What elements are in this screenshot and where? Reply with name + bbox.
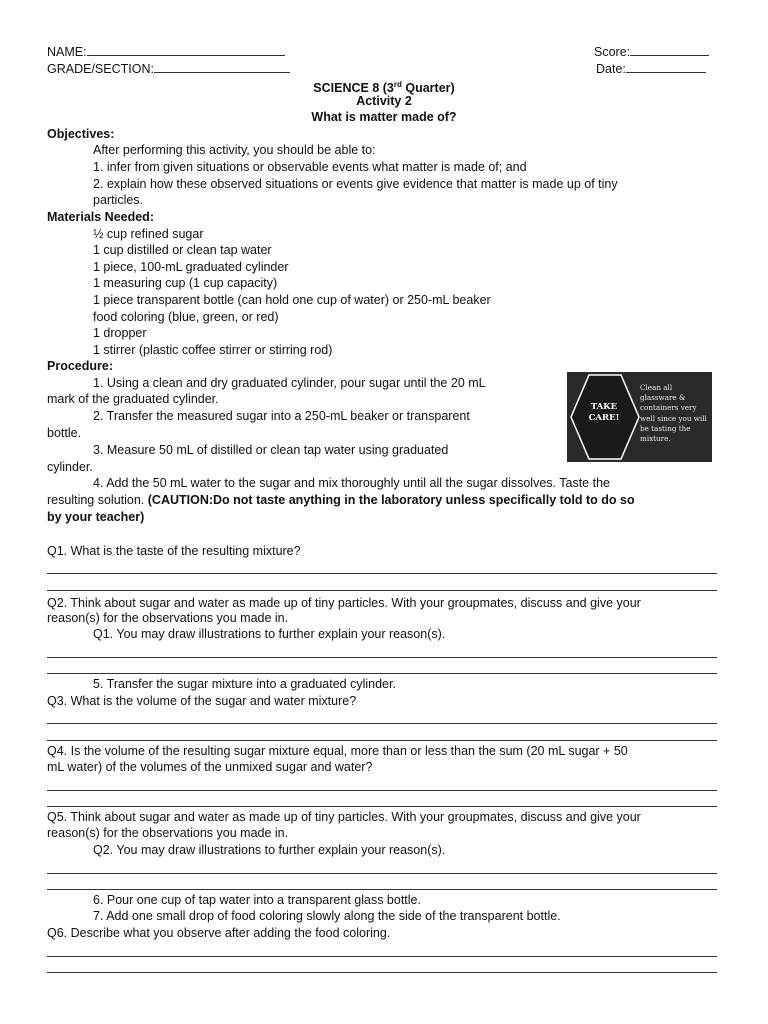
question-q5-cont: reason(s) for the observations you made in. [47, 826, 289, 840]
material-item: 1 measuring cup (1 cup capacity) [93, 276, 278, 290]
question-q1: Q1. What is the taste of the resulting mixture? [47, 544, 301, 558]
question-q5-sub: Q2. You may draw illustrations to further explain your reason(s). [93, 843, 446, 857]
activity-question: What is matter made of? [311, 110, 457, 124]
procedure-heading: Procedure: [47, 359, 113, 373]
question-q2-sub: Q1. You may draw illustrations to further explain your reason(s). [93, 627, 446, 641]
procedure-step-6: 6. Pour one cup of tap water into a transparent glass bottle. [93, 893, 421, 907]
take-care-text: Clean all glassware & containers very well since you will be tasting the mixture. [640, 383, 707, 444]
take-care-title [575, 402, 633, 424]
grade-section-blank[interactable] [154, 61, 290, 73]
answer-line[interactable] [47, 573, 717, 574]
question-q2-cont: reason(s) for the observations you made in. [47, 611, 289, 625]
caution-text: (CAUTION:Do not taste anything in the laboratory unless specifically told to do so [147, 493, 635, 507]
objective-2-cont: particles. [93, 193, 144, 207]
answer-line[interactable] [47, 790, 717, 791]
procedure-step-1-cont: mark of the graduated cylinder. [47, 392, 219, 406]
objectives-intro: After performing this activity, you should be able to: [93, 143, 376, 157]
take-care-title-line-1: TAKE [590, 402, 618, 412]
procedure-step-2: 2. Transfer the measured sugar into a 250-mL beaker or transparent [93, 409, 470, 423]
date-label-row [596, 61, 706, 77]
procedure-step-3: 3. Measure 50 mL of distilled or clean tap water using graduated [93, 443, 449, 457]
procedure-step-5: 5. Transfer the sugar mixture into a graduated cylinder. [93, 677, 396, 691]
material-item: 1 dropper [93, 326, 147, 340]
procedure-step-4-plain: resulting solution. [47, 493, 148, 507]
procedure-step-2-cont: bottle. [47, 426, 82, 440]
question-q4: Q4. Is the volume of the resulting sugar mixture equal, more than or less than the sum (20 mL sugar + 50 [47, 744, 628, 758]
score-label-row [594, 44, 709, 60]
material-item: 1 piece transparent bottle (can hold one cup of water) or 250-mL beaker [93, 293, 491, 307]
material-item: food coloring (blue, green, or red) [93, 310, 279, 324]
answer-line[interactable] [47, 590, 717, 591]
activity-title: Activity 2 [356, 94, 412, 108]
procedure-step-1: 1. Using a clean and dry graduated cylinder, pour sugar until the 20 mL [93, 376, 486, 390]
subject-title-quarter: Quarter) [401, 81, 455, 96]
question-q4-cont: mL water) of the volumes of the unmixed sugar and water? [47, 760, 373, 774]
answer-line[interactable] [47, 806, 717, 807]
name-label: NAME: [47, 45, 87, 59]
objective-1: 1. infer from given situations or observable events what matter is made of; and [93, 160, 527, 174]
score-label: Score: [594, 45, 631, 59]
answer-line[interactable] [47, 956, 717, 957]
material-item: 1 cup distilled or clean tap water [93, 243, 272, 257]
date-blank[interactable] [626, 61, 706, 73]
material-item: ½ cup refined sugar [93, 227, 204, 241]
name-blank[interactable] [87, 44, 285, 56]
take-care-title-line-2: CARE! [588, 413, 620, 423]
answer-line[interactable] [47, 723, 717, 724]
question-q6: Q6. Describe what you observe after adding the food coloring. [47, 926, 391, 940]
objectives-heading: Objectives: [47, 127, 115, 141]
material-item: 1 stirrer (plastic coffee stirrer or stirring rod) [93, 343, 333, 357]
procedure-step-3-cont: cylinder. [47, 460, 93, 474]
answer-line[interactable] [47, 657, 717, 658]
grade-label-row [47, 61, 290, 77]
date-label: Date: [596, 62, 626, 76]
procedure-step-4-cont [47, 493, 635, 508]
score-blank[interactable] [630, 44, 709, 56]
procedure-step-7: 7. Add one small drop of food coloring slowly along the side of the transparent bottle. [93, 909, 561, 923]
procedure-step-4: 4. Add the 50 mL water to the sugar and mix thoroughly until all the sugar dissolves. Taste the [93, 476, 610, 490]
question-q5: Q5. Think about sugar and water as made up of tiny particles. With your groupmates, discuss and give your [47, 810, 641, 824]
question-q3: Q3. What is the volume of the sugar and water mixture? [47, 694, 357, 708]
materials-heading: Materials Needed: [47, 210, 154, 224]
subject-title-text: SCIENCE 8 (3 [313, 81, 394, 96]
answer-line[interactable] [47, 873, 717, 874]
answer-line[interactable] [47, 972, 717, 973]
objective-2: 2. explain how these observed situations or events give evidence that matter is made up of tiny [93, 177, 618, 191]
answer-line[interactable] [47, 740, 717, 741]
question-q2: Q2. Think about sugar and water as made up of tiny particles. With your groupmates, discuss and give your [47, 596, 641, 610]
answer-line[interactable] [47, 673, 717, 674]
take-care-callout [567, 372, 712, 462]
grade-section-label: GRADE/SECTION: [47, 62, 154, 76]
answer-line[interactable] [47, 889, 717, 890]
material-item: 1 piece, 100-mL graduated cylinder [93, 260, 289, 274]
name-label-row [47, 44, 285, 60]
subject-title-sup: rd [393, 80, 402, 89]
caution-text-cont: by your teacher) [47, 510, 145, 524]
